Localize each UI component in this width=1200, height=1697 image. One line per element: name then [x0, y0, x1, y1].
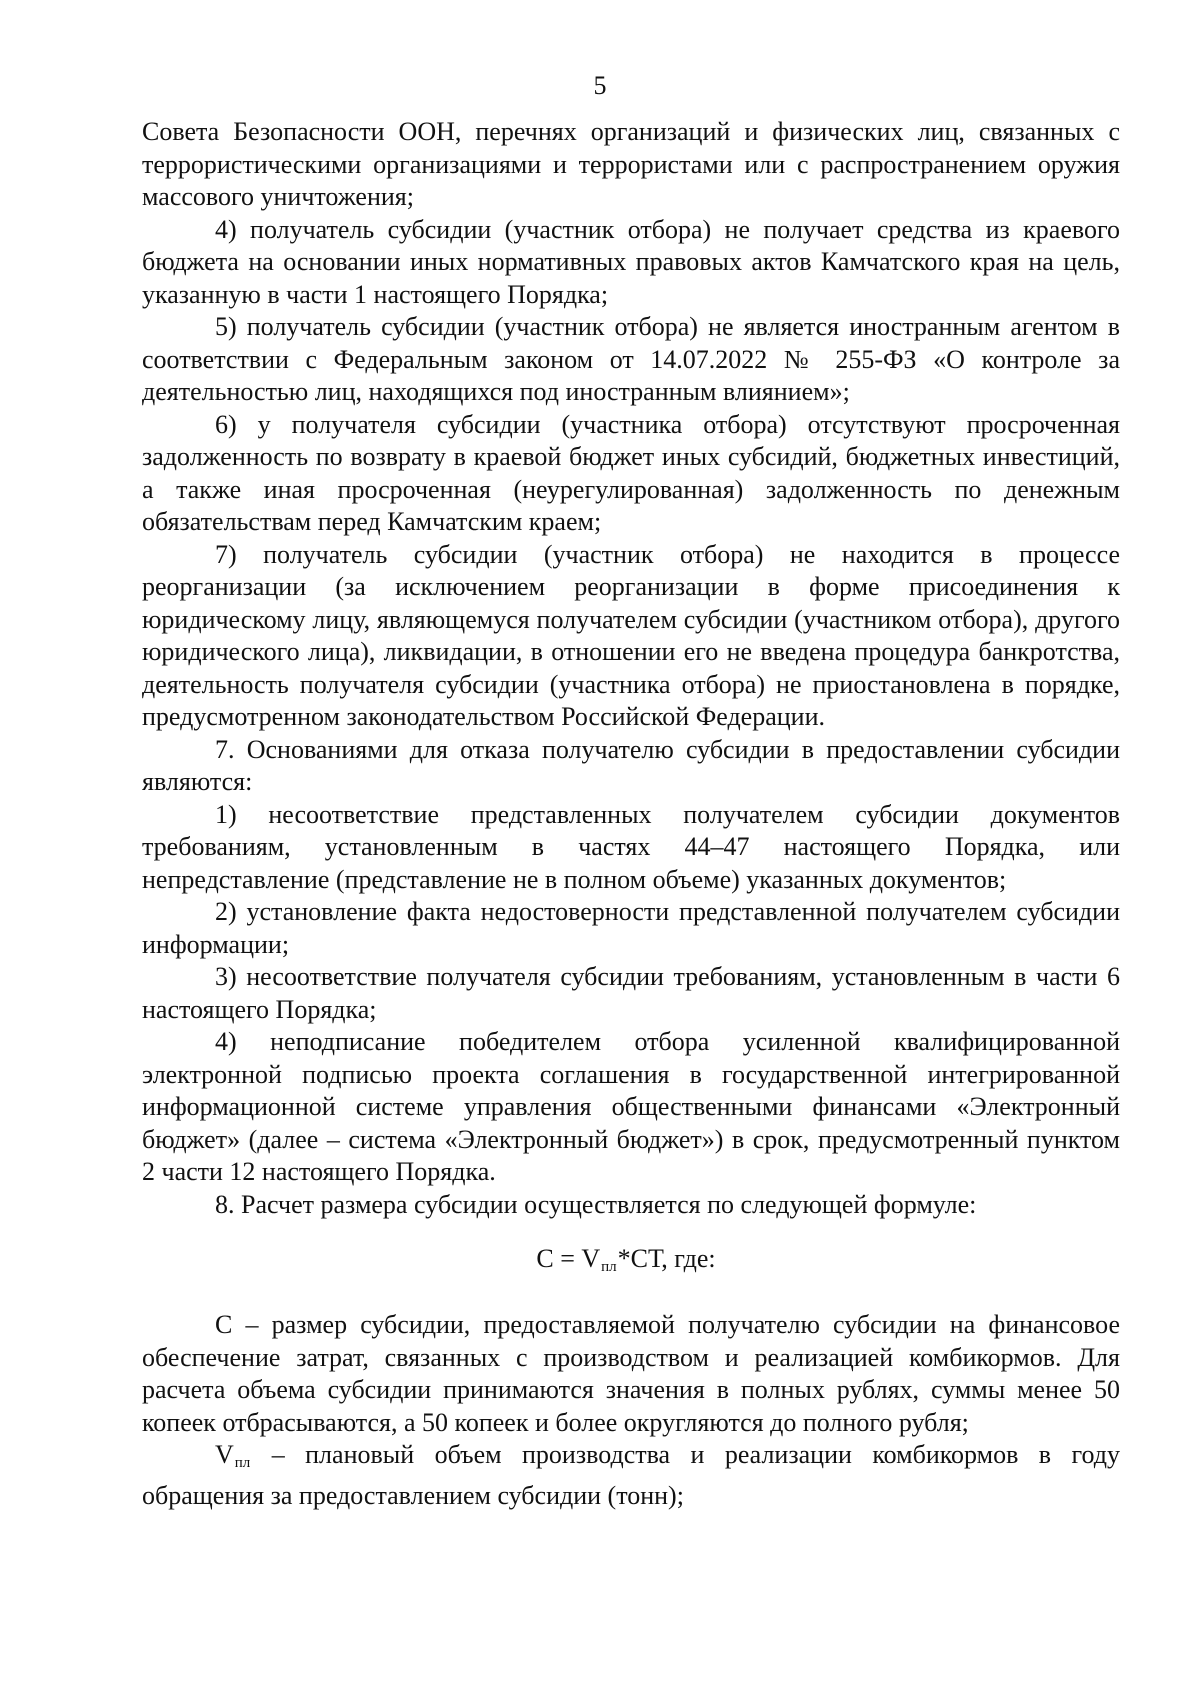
document-body: [142, 116, 1120, 1512]
paragraph-refusal-2: 2) установление факта недостоверности представленной получателем субсидии информации;: [142, 897, 1120, 959]
paragraph-section-7: 7. Основаниями для отказа получателю субсидии в предоставлении субсидии являются:: [142, 734, 1120, 796]
paragraph-continuation: Совета Безопасности ООН, перечнях организаций и физических лиц, связанных с террористическими организациями и террористами или с распространением оружия массового уничтожения;: [142, 117, 1120, 211]
subsidy-formula: [142, 1243, 1120, 1283]
formula-lhs: С = V: [536, 1244, 601, 1273]
page-number: 5: [593, 71, 607, 100]
definition-c: С – размер субсидии, предоставляемой получателю субсидии на финансовое обеспечение затрат, связанных с производством и реализацией комбикормов. Для расчета объема субсидии принимаются значения в полных рублях, суммы менее 50 копеек отбрасываются, а 50 копеек и более округляются до полного рубля;: [142, 1310, 1120, 1437]
definition-v: [142, 1439, 1120, 1512]
definition-v-subscript: пл: [234, 1455, 251, 1471]
paragraph-item-4: 4) получатель субсидии (участник отбора) не получает средства из краевого бюджета на основании иных нормативных правовых актов Камчатского края на цель, указанную в части 1 настоящего Порядка;: [142, 214, 1120, 309]
definition-v-text: – плановый объем производства и реализации комбикормов в году обращения за предоставлением субсидии (тонн);: [142, 1440, 1120, 1510]
paragraph-item-5: 5) получатель субсидии (участник отбора) не является иностранным агентом в соответствии с Федеральным законом от 14.07.2022 № 255-ФЗ «О контроле за деятельностью лиц, находящихся под иностранным влиянием»;: [142, 312, 1120, 406]
formula-subscript: пл: [601, 1259, 617, 1275]
paragraph-refusal-3: 3) несоответствие получателя субсидии требованиям, установленным в части 6 настоящего Порядка;: [142, 962, 1120, 1024]
paragraph-item-6: 6) у получателя субсидии (участника отбора) отсутствуют просроченная задолженность по возврату в краевой бюджет иных субсидий, бюджетных инвестиций, а также иная просроченная (неурегулированная) задолженность по денежным обязательствам перед Камчатским краем;: [142, 409, 1120, 536]
definition-v-symbol: V: [215, 1440, 234, 1469]
paragraph-section-8: 8. Расчет размера субсидии осуществляется по следующей формуле:: [215, 1189, 977, 1219]
paragraph-item-7: 7) получатель субсидии (участник отбора) не находится в процессе реорганизации (за исключением реорганизации в форме присоединения к юридическому лицу, являющемуся получателем субсидии (участником отбора), другого юридического лица), ликвидации, в отношении его не введена процедура банкротства, деятельность получателя субсидии (участника отбора) не приостановлена в порядке, предусмотренном законодательством Российской Федерации.: [142, 539, 1120, 731]
formula-rhs: *СТ, где:: [617, 1244, 716, 1273]
paragraph-refusal-4: 4) неподписание победителем отбора усиленной квалифицированной электронной подписью проекта соглашения в государственной интегрированной информационной системе управления общественными финансами «Электронный бюджет» (далее – система «Электронный бюджет») в срок, предусмотренный пунктом 2 части 12 настоящего Порядка.: [142, 1027, 1120, 1186]
paragraph-refusal-1: 1) несоответствие представленных получателем субсидии документов требованиям, установленным в частях 44–47 настоящего Порядка, или непредставление (представление не в полном объеме) указанных документов;: [142, 799, 1120, 894]
